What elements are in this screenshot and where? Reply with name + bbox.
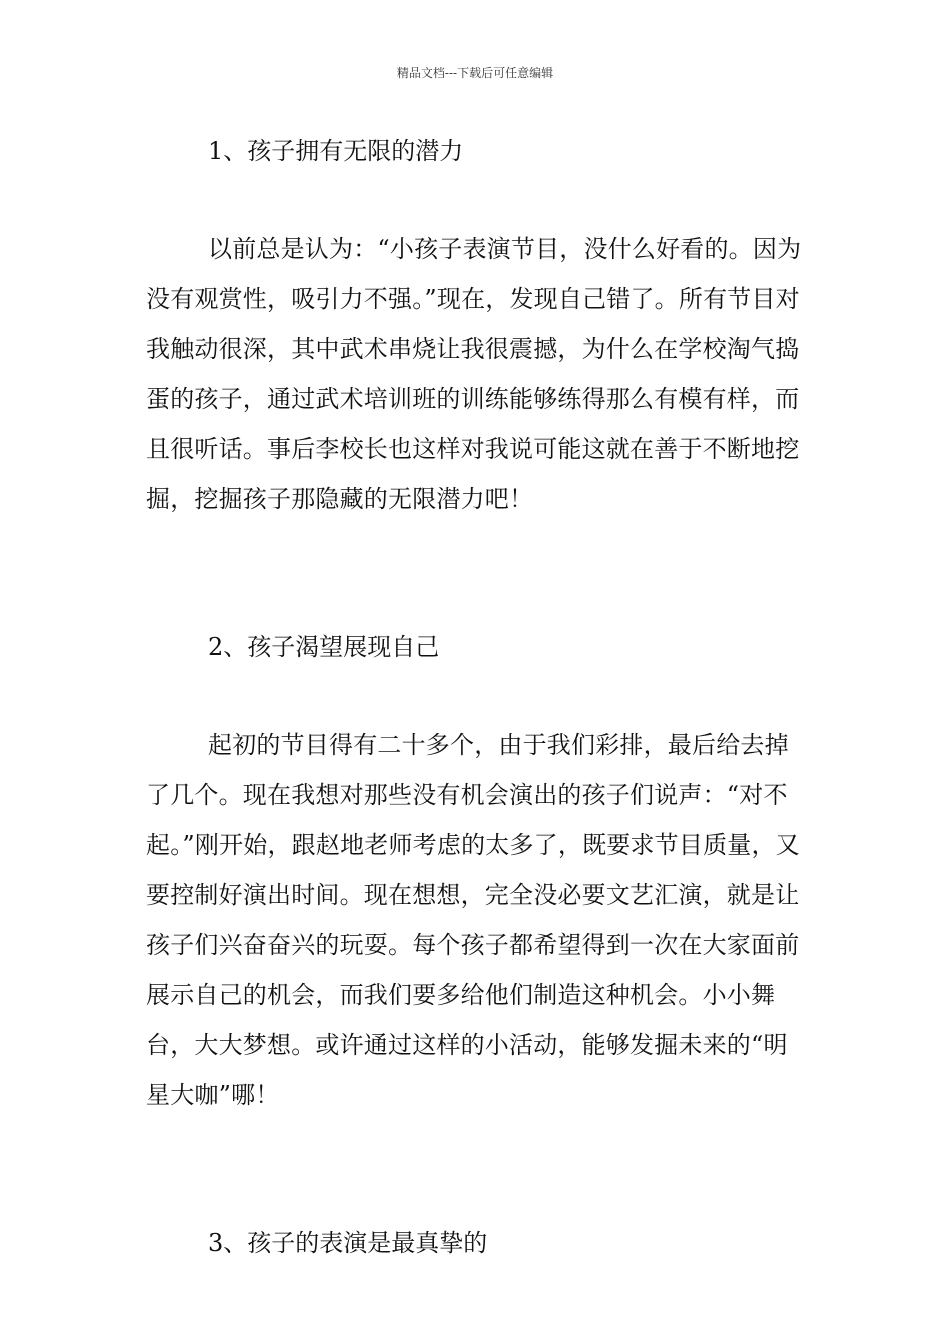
section-heading-1: 1、孩子拥有无限的潜力 bbox=[208, 137, 464, 165]
spacer bbox=[146, 1170, 810, 1218]
section-paragraph-1: 以前总是认为：“小孩子表演节目，没什么好看的。因为没有观赏性，吸引力不强。”现在，发现自己错了。所有节目对我触动很深，其中武术串烧让我很震撼，为什么在学校淘气捣蛋的孩子，通过武术培训班的训练能够练得那么有模有样，而且很听话。事后李校长也这样对我说可能这就在善于不断地挖掘，挖掘孩子那隐藏的无限潜力吧！ bbox=[146, 235, 802, 513]
spacer bbox=[146, 524, 810, 574]
page-header: 精品文档---下载后可任意编辑 bbox=[396, 66, 554, 80]
section-heading-3: 3、孩子的表演是最真挚的 bbox=[208, 1229, 488, 1257]
document-body bbox=[146, 126, 810, 1268]
spacer bbox=[146, 672, 810, 720]
spacer bbox=[146, 574, 810, 622]
spacer bbox=[146, 176, 810, 224]
section-heading-2: 2、孩子渴望展现自己 bbox=[208, 633, 440, 661]
section-paragraph-2: 起初的节目得有二十多个，由于我们彩排，最后给去掉了几个。现在我想对那些没有机会演出的孩子们说声：“对不起。”刚开始，跟赵地老师考虑的太多了，既要求节目质量，又要控制好演出时间。现在想想，完全没必要文艺汇演，就是让孩子们兴奋奋兴的玩耍。每个孩子都希望得到一次在大家面前展示自己的机会，而我们要多给他们制造这种机会。小小舞台，大大梦想。或许通过这样的小活动，能够发掘未来的“明星大咖”哪！ bbox=[146, 731, 800, 1109]
spacer bbox=[146, 1120, 810, 1170]
